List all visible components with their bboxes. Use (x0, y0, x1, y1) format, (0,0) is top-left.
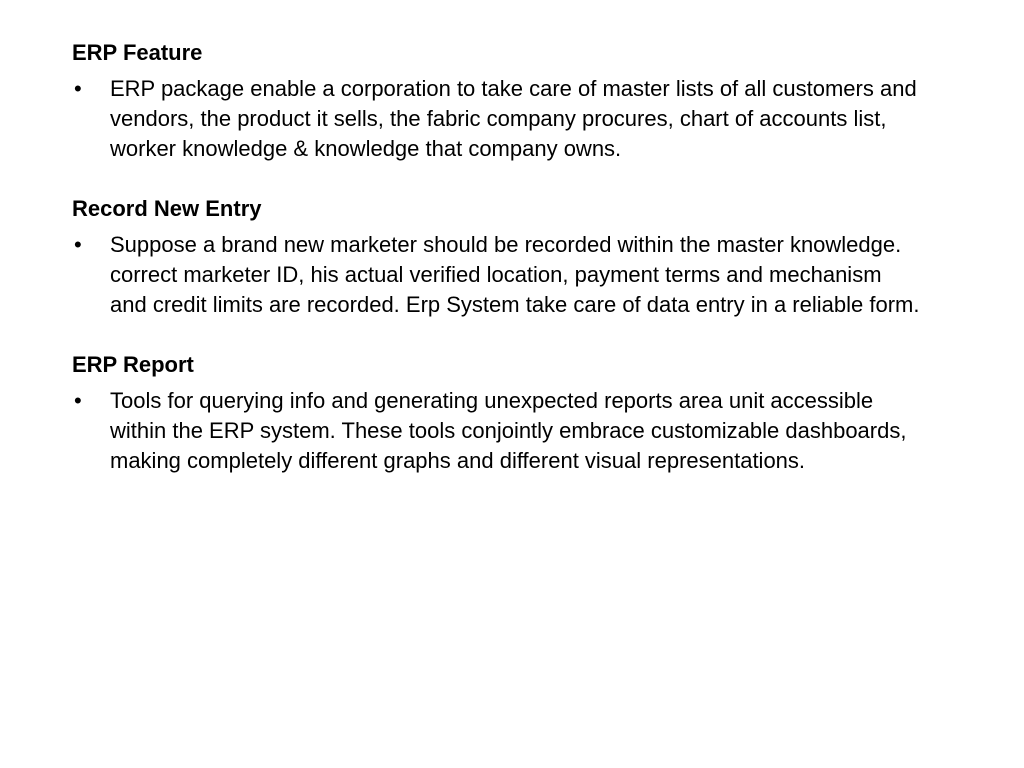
bullet-text: Tools for querying info and generating unexpected reports area unit accessible within the ERP system. These tools conjointly embrace customizable dashboards, making completely different graphs and different visual representations. (110, 388, 907, 473)
bullet-item (72, 386, 922, 476)
bullet-text: ERP package enable a corporation to take care of master lists of all customers and vendors, the product it sells, the fabric company procures, chart of accounts list, worker knowledge & knowledge that company owns. (110, 76, 917, 161)
section-erp-feature (72, 38, 922, 164)
bullet-icon: • (74, 232, 82, 257)
section-heading: ERP Report (72, 352, 194, 377)
slide-content (72, 38, 922, 506)
section-record-new-entry (72, 194, 922, 320)
section-heading: Record New Entry (72, 196, 262, 221)
bullet-icon: • (74, 388, 82, 413)
section-heading: ERP Feature (72, 40, 203, 65)
bullet-icon: • (74, 76, 82, 101)
bullet-item (72, 74, 922, 164)
section-erp-report (72, 350, 922, 476)
bullet-item (72, 230, 922, 320)
bullet-text: Suppose a brand new marketer should be recorded within the master knowledge. correct marketer ID, his actual verified location, payment terms and mechanism and credit limits are recorded. Erp System take care of data entry in a reliable form. (110, 232, 920, 317)
